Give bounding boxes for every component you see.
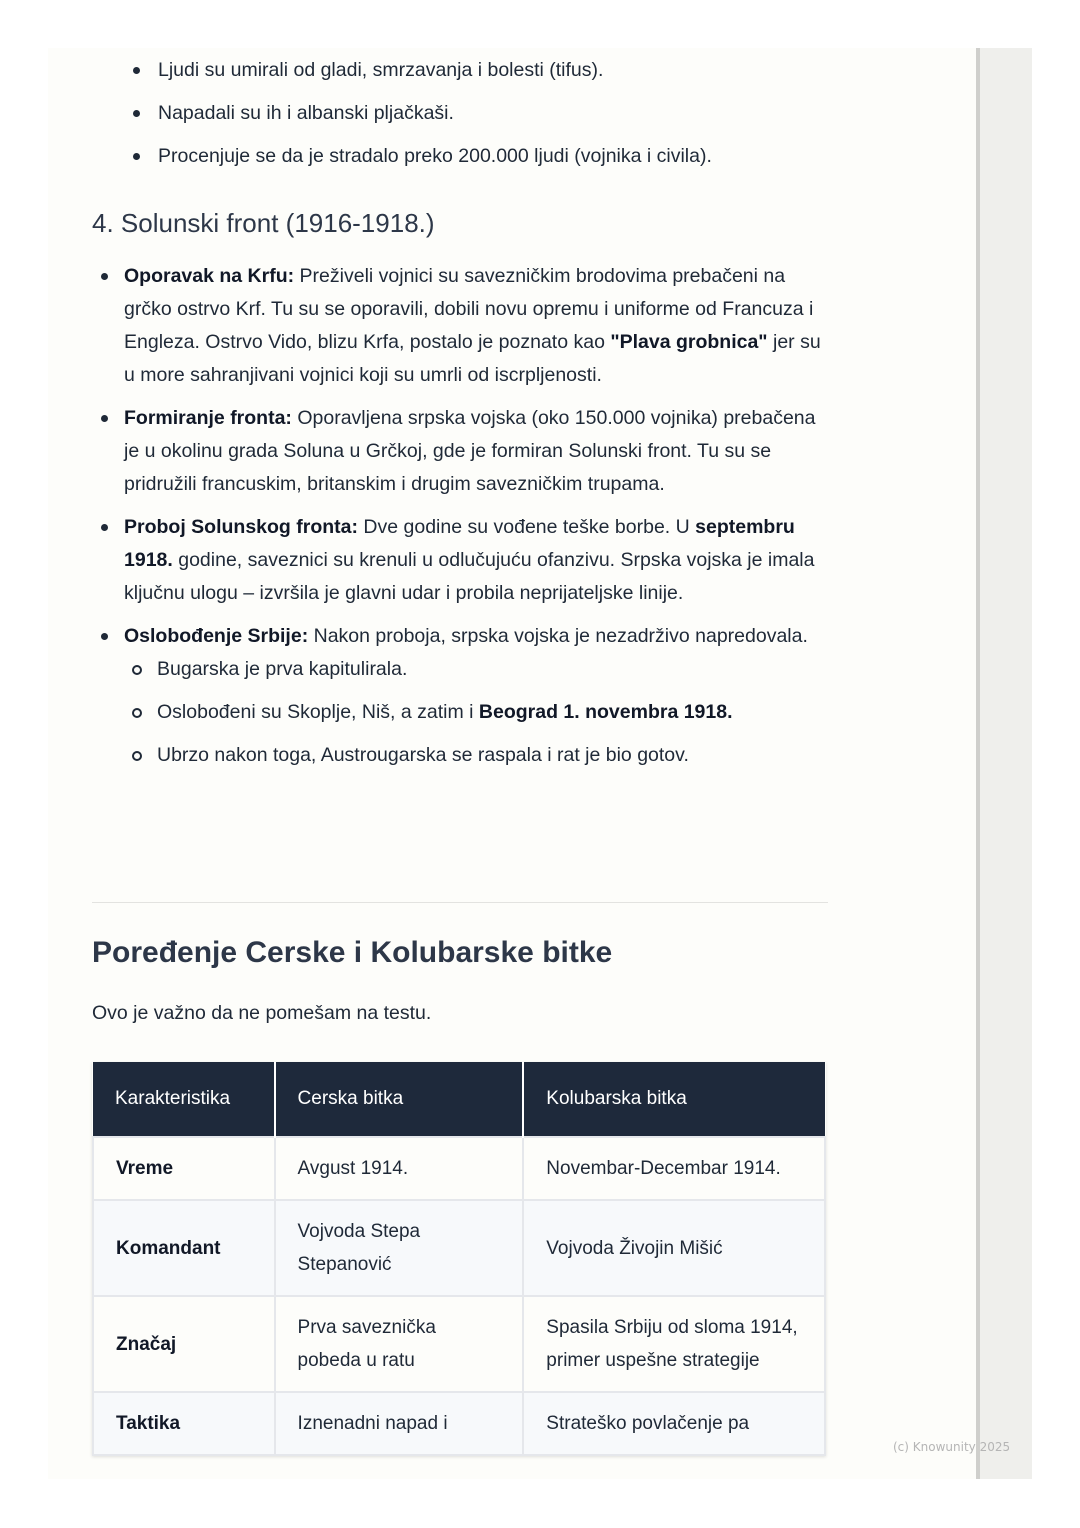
item-bold: "Plava grobnica" [610,331,768,353]
item-text: Oslobođeni su Skoplje, Niš, a zatim i [157,701,479,723]
table-cell: Avgust 1914. [275,1137,524,1200]
item-bold: septembru 1918. [124,516,795,571]
column-header: Karakteristika [93,1062,275,1137]
list-item: Napadali su ih i albanski pljačkaši. [92,97,832,130]
table-row [93,1392,825,1455]
continued-bullet-list [92,54,832,183]
item-text: Preživeli vojnici su savezničkim brodovima prebačeni na grčko ostrvo Krf. Tu su se oporavili, dobili novu opremu i uniforme od Francuza i Engleza. Ostrvo Vido, blizu Krfa, postalo je poznato kao [124,265,814,353]
sub-bullet-list [124,653,832,772]
section-heading: 4. Solunski front (1916-1918.) [92,208,435,238]
item-text: Dve godine su vođene teške borbe. U [358,516,696,538]
table-cell: Spasila Srbiju od sloma 1914, primer uspešne strategije [523,1296,825,1392]
table-cell: Prva saveznička pobeda u ratu [275,1296,524,1392]
row-label: Taktika [93,1392,275,1455]
item-text: Nakon proboja, srpska vojska je nezadrživo napredovala. [308,625,808,647]
sub-list-item [124,696,832,729]
item-title: Formiranje fronta: [124,407,292,429]
list-item: Procenjuje se da je stradalo preko 200.000 ljudi (vojnika i civila). [92,140,832,173]
comparison-heading: Poređenje Cerske i Kolubarske bitke [92,936,613,969]
item-title: Proboj Solunskog fronta: [124,516,358,538]
item-text: jer su u more sahranjivani vojnici koji su umrli od iscrpljenosti. [124,331,821,386]
document-page [48,48,976,1479]
scrollbar[interactable] [976,48,1032,1479]
item-title: Oslobođenje Srbije: [124,625,309,647]
section-bullet-list [92,260,832,782]
table-cell: Vojvoda Živojin Mišić [523,1200,825,1296]
table-header-row [93,1062,825,1137]
list-item: Ljudi su umirali od gladi, smrzavanja i bolesti (tifus). [92,54,832,87]
column-header: Kolubarska bitka [523,1062,825,1137]
table-row [93,1200,825,1296]
table-cell: Novembar-Decembar 1914. [523,1137,825,1200]
list-item [92,260,832,392]
comparison-table [92,1062,826,1456]
table-row [93,1296,825,1392]
row-label: Komandant [93,1200,275,1296]
table-cell: Vojvoda Stepa Stepanović [275,1200,524,1296]
row-label: Vreme [93,1137,275,1200]
item-title: Oporavak na Krfu: [124,265,295,287]
list-item [92,511,832,610]
table-cell: Strateško povlačenje pa [523,1392,825,1455]
item-text: godine, saveznici su krenuli u odlučujuću ofanzivu. Srpska vojska je imala ključnu ulogu – izvršila je glavni udar i probila neprijateljske linije. [124,549,815,604]
item-bold: Beograd 1. novembra 1918. [478,701,733,723]
section-divider [92,902,828,903]
list-item [92,402,832,501]
table-row [93,1137,825,1200]
list-item [92,620,832,772]
comparison-intro: Ovo je važno da ne pomešam na testu. [92,1002,432,1024]
sub-list-item: Bugarska je prva kapitulirala. [124,653,832,686]
sub-list-item: Ubrzo nakon toga, Austrougarska se raspala i rat je bio gotov. [124,739,832,772]
table-cell: Iznenadni napad i [275,1392,524,1455]
item-text: Oporavljena srpska vojska (oko 150.000 vojnika) prebačena je u okolinu grada Soluna u Grčkoj, gde je formiran Solunski front. Tu su se pridružili francuskim, britanskim i drugim savezničkim trupama. [124,407,816,495]
column-header: Cerska bitka [275,1062,524,1137]
copyright-watermark: (c) Knowunity 2025 [893,1440,1011,1454]
row-label: Značaj [93,1296,275,1392]
